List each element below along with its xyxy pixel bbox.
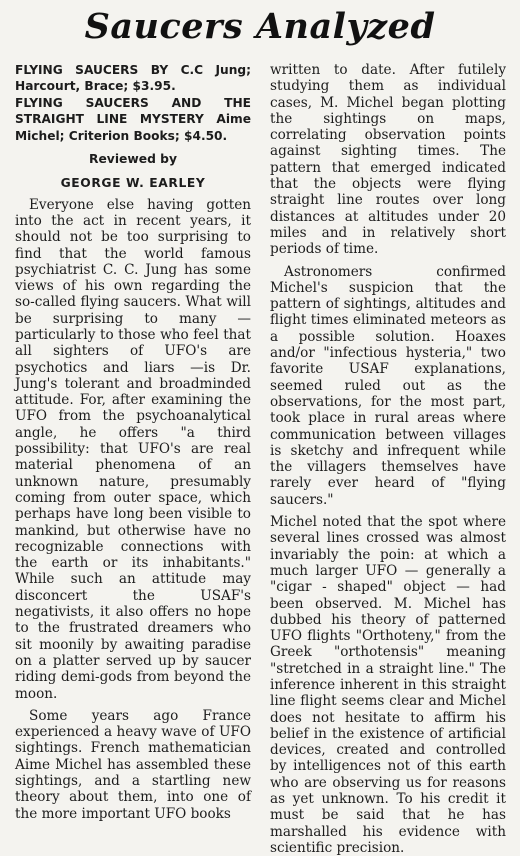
left-column bbox=[15, 62, 251, 822]
book-info-michel: FLYING SAUCERS AND THE STRAIGHT LINE MYSTERY Aime Michel; Criterion Books; $4.50. bbox=[15, 95, 251, 143]
paragraph-5: Michel noted that the spot where several lines crossed was almost invariably the poin: at which a much larger UFO — generally a "cigar - shaped" object — had been observed. M. Michel has dubbed his theory of patterned UFO flights "Orthoteny," from the Greek "orthotensis" meaning "stretched in a straight line." The inference inherent in this straight line flight seems clear and Michel does not hesitate to affirm his belief in the existence of artificial devices, created and controlled by intelligences not of this earth who are observing us for reasons as yet unknown. To his credit it must be said that he has marshalled his evidence with scientific precision. bbox=[270, 514, 506, 856]
paragraph-2: Some years ago France experienced a heavy wave of UFO sightings. French mathematician Aime Michel has assembled these sightings, and a startling new theory about them, into one of the more important UFO books bbox=[15, 707, 251, 822]
paragraph-1: Everyone else having gotten into the act in recent years, it should not be too surprising to find that the world famous psychiatrist C. C. Jung has some views of his own regarding the so-called flying saucers. What will be surprising to many — particularly to those who feel that all sighters of UFO's are psychotics and liars —is Dr. Jung's tolerant and broadminded attitude. For, after examining the UFO from the psychoanalytical angle, he offers "a third possibility: that UFO's are real material phenomena of an unknown nature, presumably coming from outer space, which perhaps have long been visible to mankind, but otherwise have no recognizable connections with the earth or its inhabitants." While such an attitude may disconcert the USAF's negativists, it also offers no hope to the frustrated dreamers who sit moonily by awaiting paradise on a platter served up by saucer riding demi-gods from beyond the moon. bbox=[15, 196, 251, 702]
right-column bbox=[270, 62, 506, 856]
paragraph-4: Astronomers confirmed Michel's suspicion that the pattern of sightings, altitudes and flight times eliminated meteors as a possible solution. Hoaxes and/or "infectious hysteria," two favorite USAF explanations, seemed ruled out as the observations, for the most part, took place in rural areas where communication between villages is sketchy and infrequent while the villagers themselves have rarely ever heard of "flying saucers." bbox=[270, 263, 506, 508]
paragraph-3: written to date. After futilely studying them as individual cases, M. Michel began plotting the sightings on maps, correlating observation points against sighting times. The pattern that emerged indicated that the objects were flying straight line routes over long distances at altitudes under 20 miles and in relatively short periods of time. bbox=[270, 62, 506, 258]
book-info-jung: FLYING SAUCERS BY C.C Jung; Harcourt, Brace; $3.95. bbox=[15, 63, 251, 94]
reviewed-by-label: Reviewed by bbox=[89, 152, 177, 167]
headline: Saucers Analyzed bbox=[84, 6, 436, 47]
reviewer-name: GEORGE W. EARLEY bbox=[60, 176, 206, 191]
